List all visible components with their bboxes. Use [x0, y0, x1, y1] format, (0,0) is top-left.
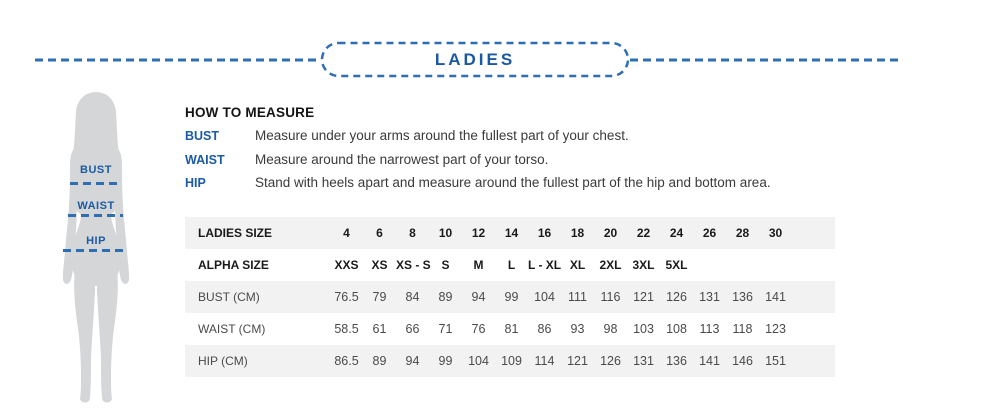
- row-header: WAIST (CM): [198, 322, 266, 336]
- figure-hip-label: HIP: [86, 235, 106, 247]
- size-cell: 3XL: [632, 258, 655, 272]
- size-cell: S: [441, 258, 450, 272]
- size-cell: 24: [669, 226, 684, 240]
- section-header: [0, 0, 1000, 85]
- measure-term: HIP: [185, 176, 206, 190]
- measurement-cell: 86.5: [334, 354, 359, 368]
- size-cell: L - XL: [528, 258, 562, 272]
- measurement-cell: 146: [732, 354, 753, 368]
- how-to-measure-title: HOW TO MEASURE: [185, 105, 315, 120]
- measurement-cell: 136: [732, 290, 753, 304]
- table-row-hip-cm: [185, 345, 835, 377]
- measure-item-hip: [185, 174, 885, 193]
- measurement-cell: 141: [765, 290, 786, 304]
- size-cell: 30: [768, 226, 783, 240]
- measurement-cell: 121: [633, 290, 654, 304]
- measurement-cell: 108: [666, 322, 687, 336]
- size-cell: XL: [569, 258, 586, 272]
- measurement-cell: 126: [600, 354, 621, 368]
- measure-term: BUST: [185, 129, 220, 143]
- measurement-cell: 93: [570, 322, 585, 336]
- figure-bust-label: BUST: [80, 164, 112, 176]
- measurement-cell: 151: [765, 354, 786, 368]
- size-cell: 2XL: [599, 258, 622, 272]
- measure-description: Measure under your arms around the fullest part of your chest.: [255, 128, 629, 143]
- row-header: ALPHA SIZE: [198, 258, 269, 272]
- size-cell: XS - S: [396, 258, 431, 272]
- measurement-cell: 71: [438, 322, 453, 336]
- measurement-cell: 99: [438, 354, 453, 368]
- measurement-cell: 136: [666, 354, 687, 368]
- measurement-cell: 113: [699, 322, 720, 336]
- size-cell: 12: [471, 226, 486, 240]
- measurement-figure: [48, 88, 153, 414]
- waist-dashed-line: [68, 214, 123, 217]
- bust-dashed-line: [70, 182, 122, 185]
- measurement-cell: 84: [405, 290, 420, 304]
- measurement-cell: 126: [666, 290, 687, 304]
- measurement-cell: 104: [468, 354, 489, 368]
- size-chart-table: [185, 217, 835, 377]
- measurement-cell: 114: [534, 354, 555, 368]
- size-cell: L: [507, 258, 516, 272]
- size-cell: XXS: [334, 258, 359, 272]
- measure-description: Stand with heels apart and measure around the fullest part of the hip and bottom area.: [255, 175, 771, 190]
- measurement-cell: 89: [438, 290, 453, 304]
- measure-item-waist: [185, 151, 885, 170]
- size-cell: XS: [371, 258, 388, 272]
- measurement-cell: 76.5: [334, 290, 359, 304]
- table-row-bust-cm: [185, 281, 835, 313]
- measurement-cell: 76: [471, 322, 486, 336]
- size-cell: 4: [343, 226, 350, 240]
- size-cell: 6: [376, 226, 383, 240]
- figure-waist-label: WAIST: [77, 200, 115, 212]
- table-row-ladies-size: [185, 217, 835, 249]
- measurement-cell: 111: [567, 290, 587, 304]
- measure-term: WAIST: [185, 152, 225, 167]
- measure-description: Measure around the narrowest part of your torso.: [255, 151, 549, 167]
- measurement-cell: 103: [633, 322, 654, 336]
- size-cell: 28: [735, 226, 750, 240]
- size-cell: 22: [636, 226, 651, 240]
- measurement-cell: 116: [600, 290, 621, 304]
- measurement-cell: 109: [501, 354, 522, 368]
- measurement-cell: 66: [405, 322, 420, 336]
- size-cell: 16: [537, 226, 552, 240]
- measurement-cell: 94: [471, 290, 486, 304]
- measurement-cell: 94: [405, 354, 420, 368]
- size-cell: 14: [504, 226, 519, 240]
- size-cell: 10: [438, 226, 453, 240]
- measure-item-bust: [185, 127, 885, 146]
- row-header: BUST (CM): [198, 290, 260, 304]
- how-to-measure-section: [185, 105, 885, 193]
- size-cell: 20: [603, 226, 618, 240]
- measurement-cell: 121: [567, 354, 588, 368]
- size-cell: 8: [409, 226, 416, 240]
- size-cell: M: [473, 258, 484, 272]
- how-to-measure-list: [185, 127, 885, 193]
- measurement-cell: 81: [504, 322, 519, 336]
- measurement-cell: 58.5: [334, 322, 359, 336]
- measurement-cell: 123: [765, 322, 786, 336]
- measurement-cell: 98: [603, 322, 618, 336]
- row-header: LADIES SIZE: [198, 226, 273, 240]
- measurement-cell: 104: [534, 290, 555, 304]
- measurement-cell: 89: [372, 354, 387, 368]
- measurement-cell: 99: [504, 290, 519, 304]
- measurement-cell: 118: [732, 322, 753, 336]
- size-cell: 18: [570, 226, 585, 240]
- table-row-alpha-size: [185, 249, 835, 281]
- row-header: HIP (CM): [198, 354, 248, 368]
- size-cell: 5XL: [665, 258, 688, 272]
- page-title: LADIES: [434, 49, 516, 69]
- measurement-cell: 79: [372, 290, 387, 304]
- table-row-waist-cm: [185, 313, 835, 345]
- hip-dashed-line: [63, 249, 128, 252]
- size-cell: 26: [702, 226, 717, 240]
- measurement-cell: 131: [699, 290, 720, 304]
- measurement-cell: 141: [699, 354, 720, 368]
- measurement-cell: 61: [372, 322, 387, 336]
- measurement-cell: 131: [633, 354, 654, 368]
- measurement-cell: 86: [537, 322, 552, 336]
